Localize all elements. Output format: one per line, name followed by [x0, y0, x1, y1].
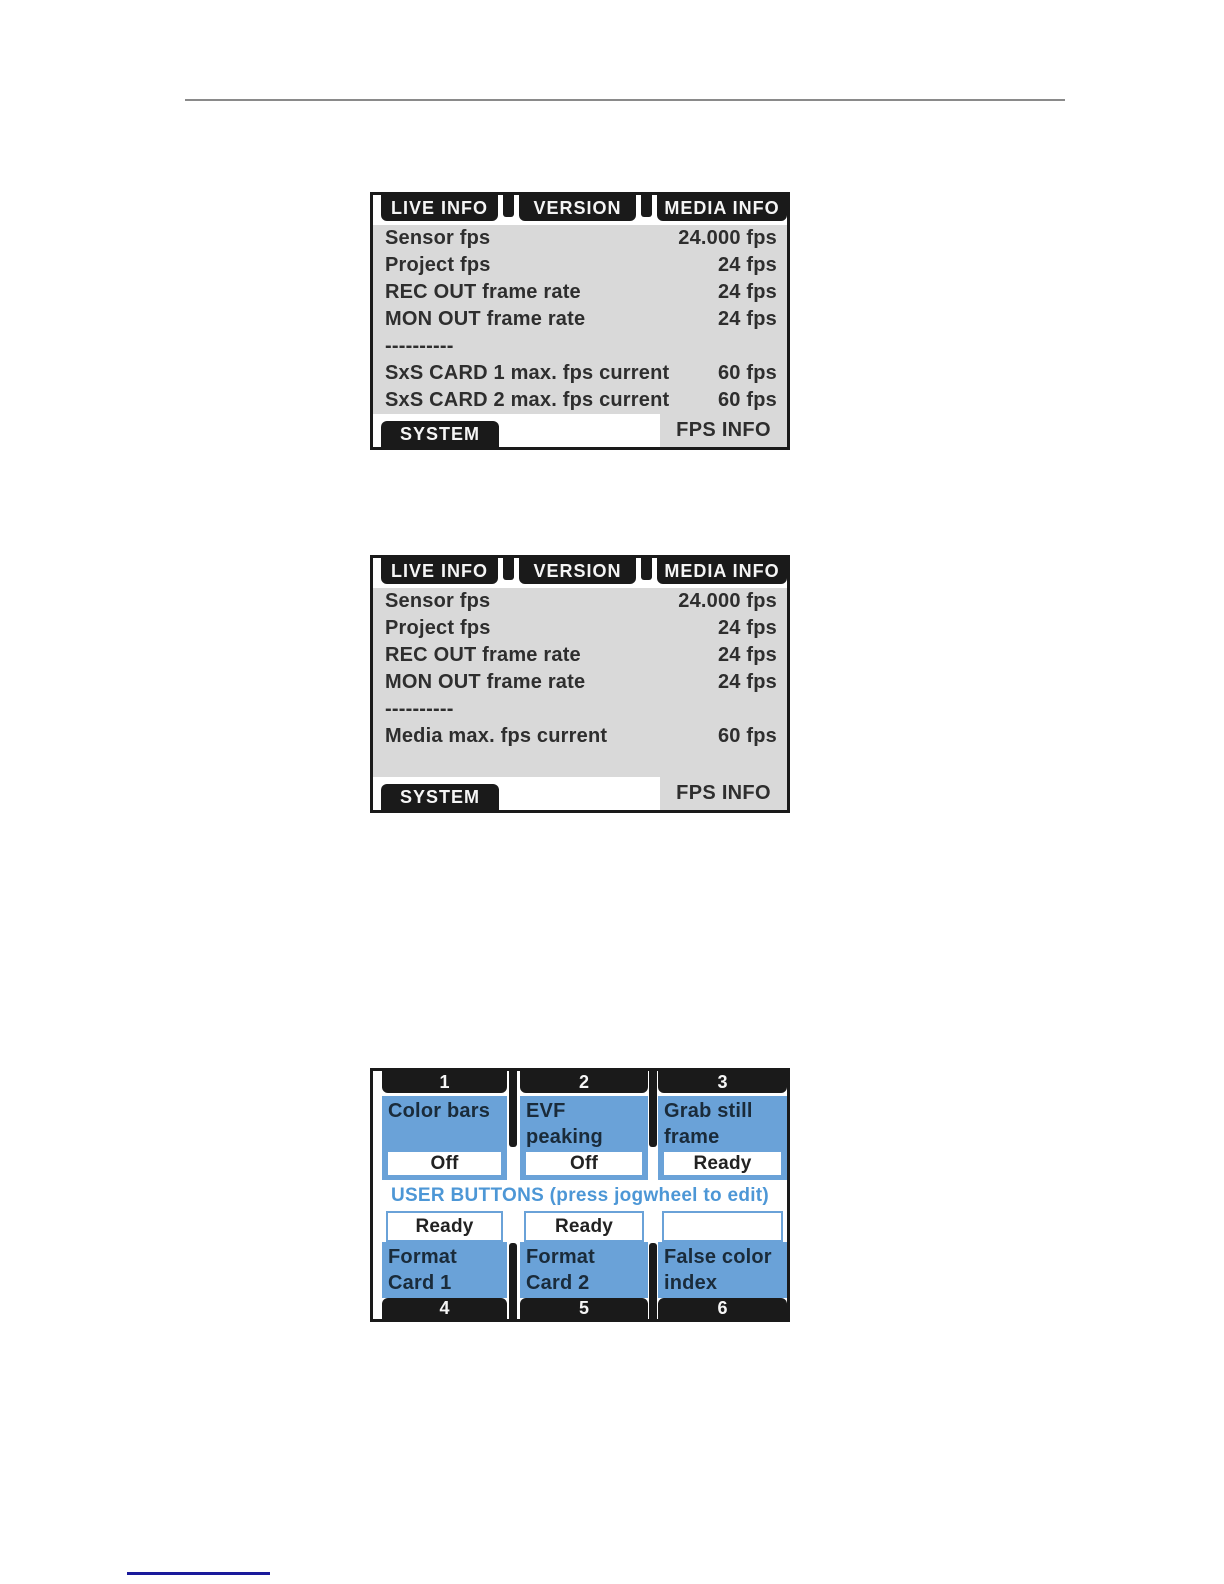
info-row	[373, 615, 787, 642]
row-value: 24 fps	[717, 617, 777, 639]
button-number-tab-3: 3	[658, 1071, 787, 1093]
info-row	[373, 360, 787, 387]
tab-live-info[interactable]: LIVE INFO	[381, 558, 498, 584]
row-value: 24 fps	[717, 308, 777, 330]
button-status: Ready	[662, 1150, 783, 1177]
row-value: 24 fps	[717, 281, 777, 303]
system-tab[interactable]: SYSTEM	[381, 421, 499, 447]
button-number-tab-4: 4	[382, 1298, 507, 1319]
button-label: Card 2	[526, 1272, 590, 1294]
header-rule	[185, 99, 1065, 101]
info-row	[373, 642, 787, 669]
row-value: 60 fps	[717, 725, 777, 747]
screen-title: FPS INFO	[660, 777, 787, 810]
button-number-tab-6: 6	[658, 1298, 787, 1319]
button-label: EVF	[526, 1100, 566, 1122]
row-value: 60 fps	[717, 362, 777, 384]
row-value: 60 fps	[717, 389, 777, 411]
screen-title: FPS INFO	[660, 414, 787, 447]
row-value: 24 fps	[717, 671, 777, 693]
user-button-5[interactable]	[520, 1242, 648, 1298]
row-label: Project fps	[385, 617, 491, 639]
info-row	[373, 306, 787, 333]
user-button-2[interactable]	[520, 1096, 648, 1180]
row-label: ----------	[385, 698, 454, 720]
button-label: Grab still	[664, 1100, 753, 1122]
tab-version[interactable]: VERSION	[519, 195, 636, 221]
row-label: MON OUT frame rate	[385, 671, 586, 693]
button-number-tab-2: 2	[520, 1071, 648, 1093]
row-label: SxS CARD 2 max. fps current	[385, 389, 670, 411]
button-label: Format	[388, 1246, 457, 1268]
row-label: Sensor fps	[385, 227, 491, 249]
fps-info-screen-media	[370, 555, 790, 813]
row-label: Media max. fps current	[385, 725, 608, 747]
row-value: 24.000 fps	[678, 590, 777, 612]
tab-divider-notch	[641, 195, 652, 217]
info-row	[373, 588, 787, 615]
row-label: SxS CARD 1 max. fps current	[385, 362, 670, 384]
button-status: Ready	[524, 1211, 644, 1242]
info-row	[373, 723, 787, 750]
info-row	[373, 252, 787, 279]
user-buttons-screen	[370, 1068, 790, 1322]
tab-row	[373, 195, 787, 225]
button-label: Color bars	[388, 1100, 491, 1122]
row-label: REC OUT frame rate	[385, 281, 581, 303]
column-divider	[649, 1071, 657, 1147]
tab-divider-notch	[503, 195, 514, 217]
button-label: index	[664, 1272, 718, 1294]
tab-media-info[interactable]: MEDIA INFO	[657, 195, 787, 221]
button-label: Card 1	[388, 1272, 452, 1294]
button-label: False color	[664, 1246, 772, 1268]
info-row	[373, 279, 787, 306]
user-button-4[interactable]	[382, 1242, 507, 1298]
row-label: REC OUT frame rate	[385, 644, 581, 666]
tab-media-info[interactable]: MEDIA INFO	[657, 558, 787, 584]
user-button-1[interactable]	[382, 1096, 507, 1180]
tab-divider-notch	[641, 558, 652, 580]
button-status: Ready	[386, 1211, 503, 1242]
separator-row	[373, 696, 787, 723]
user-button-3[interactable]	[658, 1096, 787, 1180]
row-value: 24 fps	[717, 644, 777, 666]
button-label: Format	[526, 1246, 595, 1268]
info-row	[373, 669, 787, 696]
tab-version[interactable]: VERSION	[519, 558, 636, 584]
column-divider	[509, 1243, 517, 1319]
button-label: peaking	[526, 1126, 603, 1148]
separator-row	[373, 333, 787, 360]
info-row	[373, 225, 787, 252]
button-status	[662, 1211, 783, 1242]
tab-live-info[interactable]: LIVE INFO	[381, 195, 498, 221]
user-button-6[interactable]	[658, 1242, 787, 1298]
button-status: Off	[524, 1150, 644, 1177]
row-label: ----------	[385, 335, 454, 357]
row-label: Project fps	[385, 254, 491, 276]
row-value: 24 fps	[717, 254, 777, 276]
column-divider	[649, 1243, 657, 1319]
info-row	[373, 387, 787, 414]
tab-row	[373, 558, 787, 588]
system-tab[interactable]: SYSTEM	[381, 784, 499, 810]
user-buttons-caption: USER BUTTONS (press jogwheel to edit)	[390, 1185, 770, 1206]
button-status: Off	[386, 1150, 503, 1177]
row-value: 24.000 fps	[678, 227, 777, 249]
button-number-tab-1: 1	[382, 1071, 507, 1093]
row-label: MON OUT frame rate	[385, 308, 586, 330]
footer-link-rule[interactable]	[127, 1572, 270, 1575]
column-divider	[509, 1071, 517, 1147]
button-label: frame	[664, 1126, 720, 1148]
tab-divider-notch	[503, 558, 514, 580]
button-number-tab-5: 5	[520, 1298, 648, 1319]
fps-info-screen-sxs-cards	[370, 192, 790, 450]
row-label: Sensor fps	[385, 590, 491, 612]
